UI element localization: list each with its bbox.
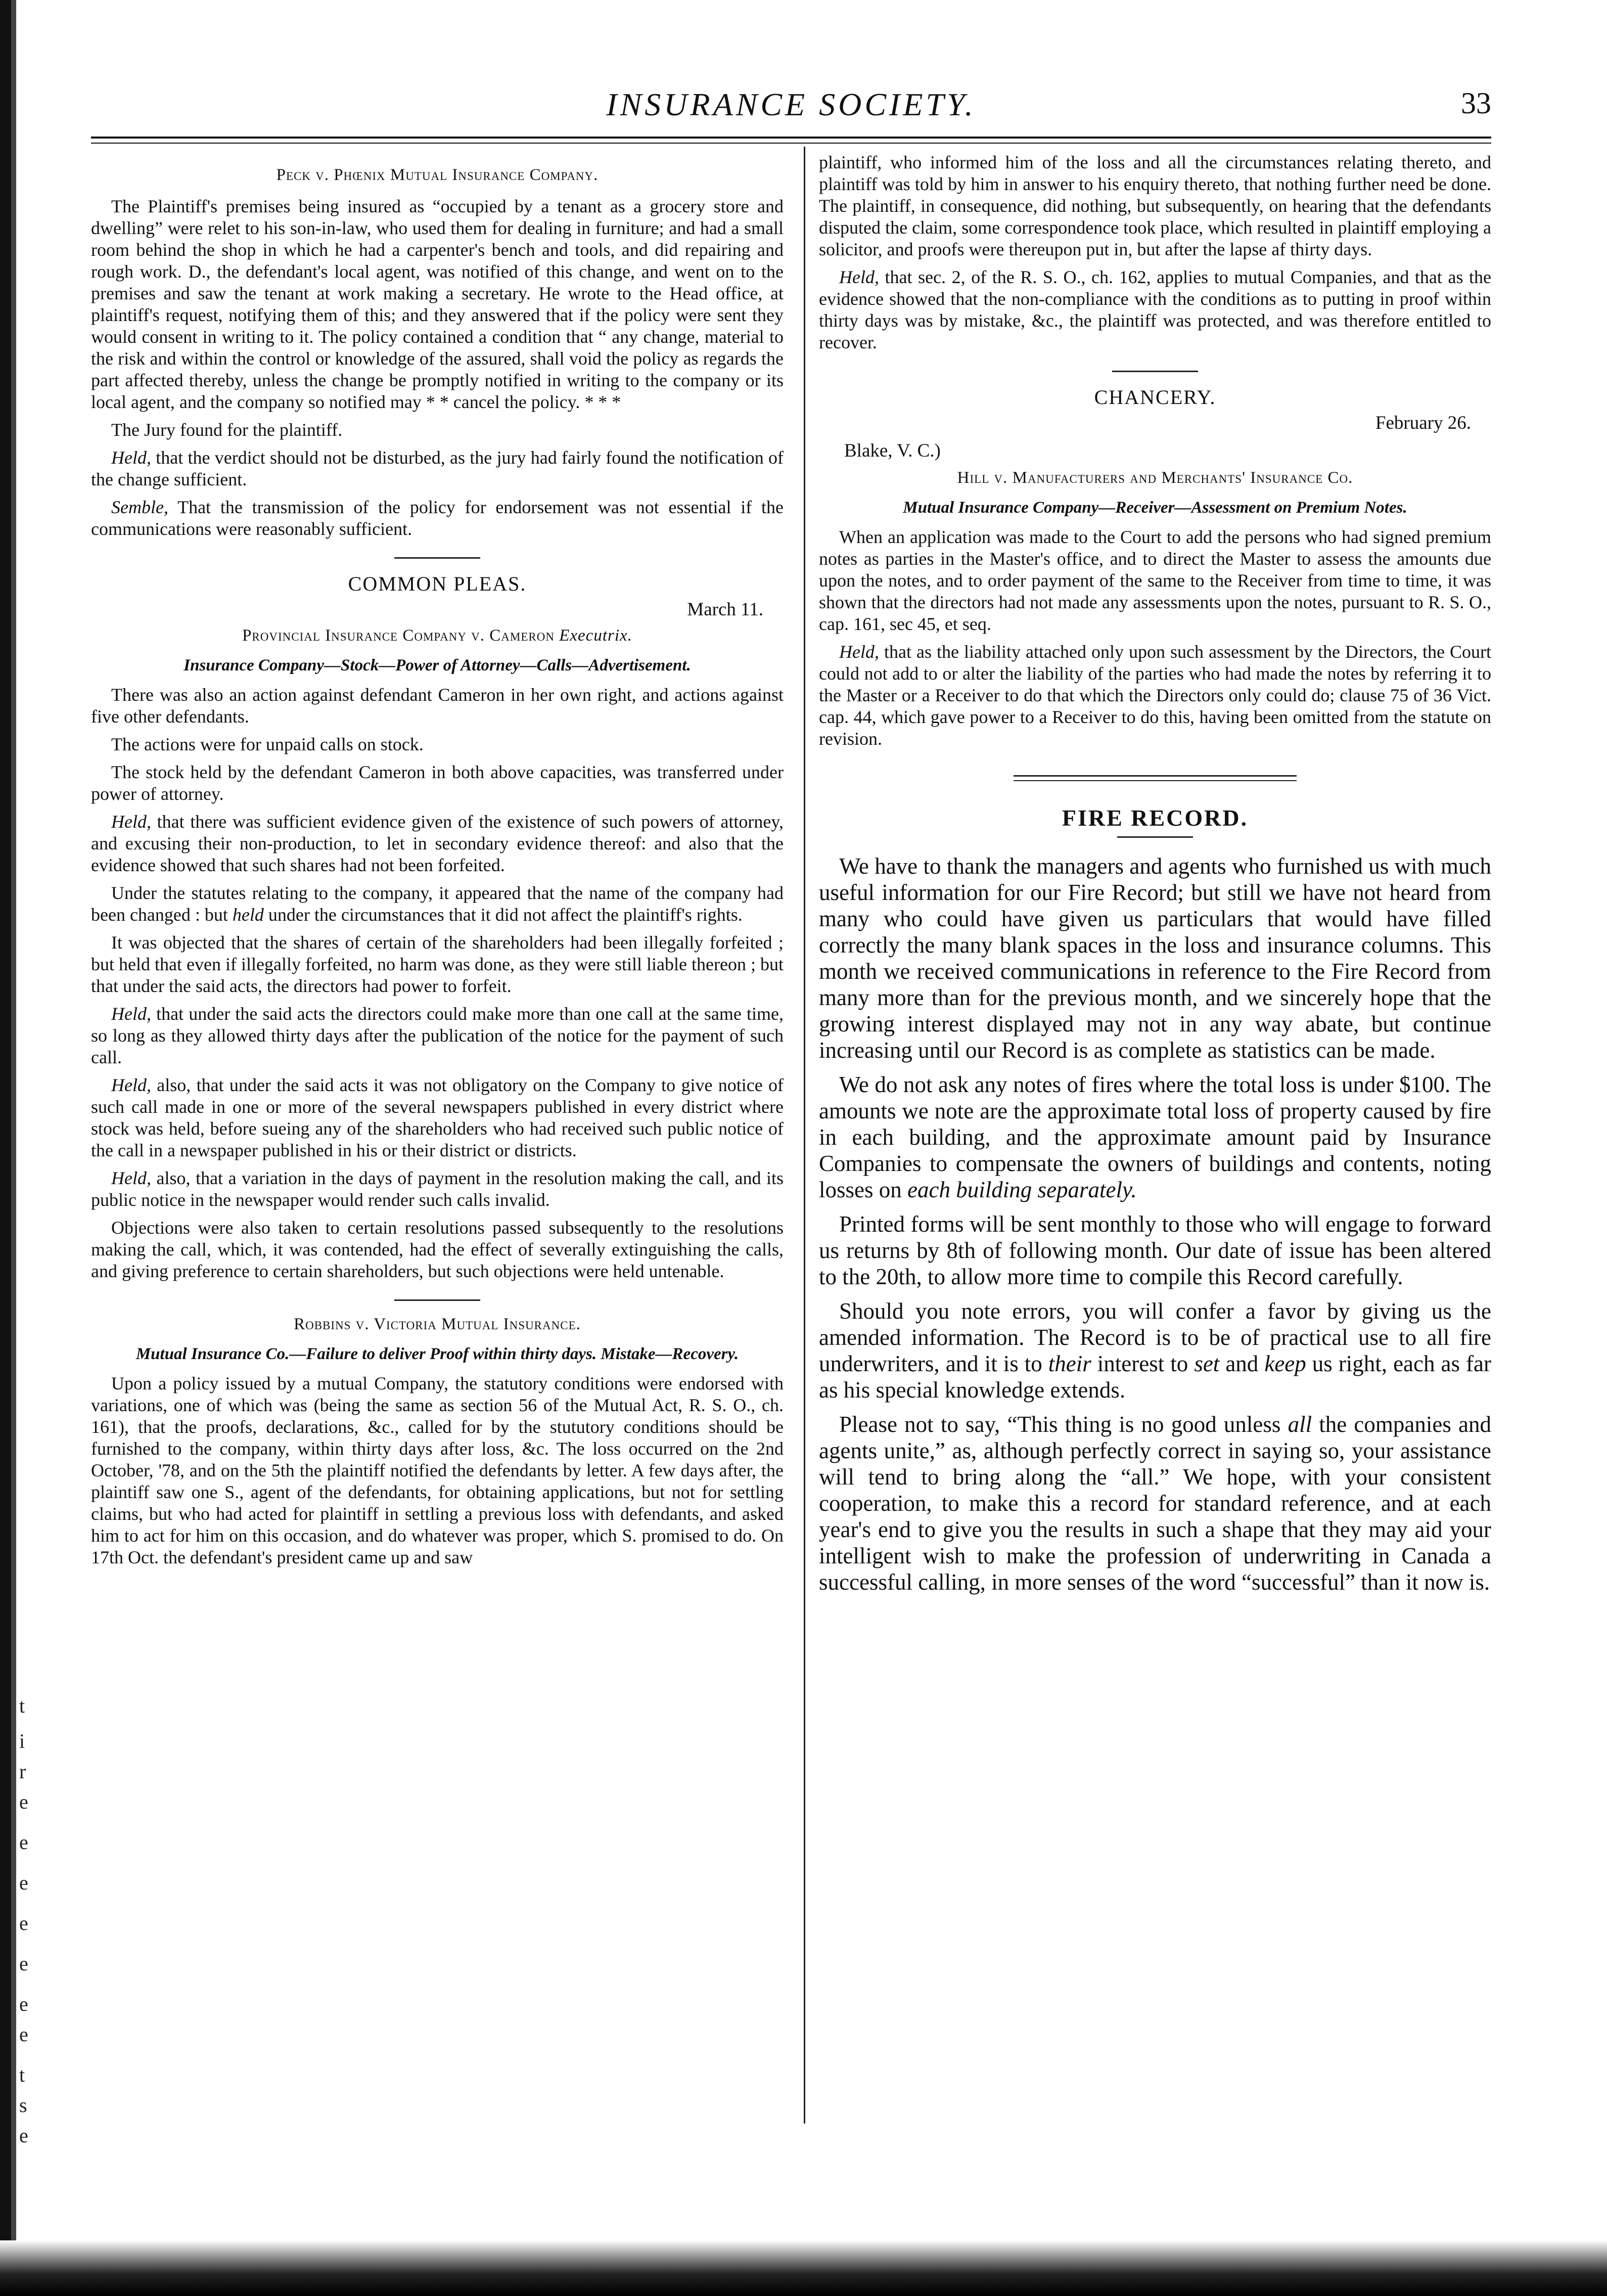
margin-bleed-through: e e e e t i r e e e t s e: [19, 1694, 28, 2147]
held-paragraph: Held, that the verdict should not be disturbed, as the jury had fairly found the notification of the change sufficient.: [91, 447, 784, 489]
paragraph: Printed forms will be sent monthly to those who will engage to forward us returns by 8th of following month. Our date of issue has been altered to the 20th, to allow more time to compile this Record carefully.: [819, 1211, 1491, 1289]
paragraph: There was also an action against defendant Cameron in her own right, and actions against five other defendants.: [91, 685, 784, 727]
column-divider: [804, 147, 805, 2124]
page-edge-bottom-shadow: [0, 2240, 1607, 2296]
right-column: [819, 152, 1491, 1603]
case-topic: Mutual Insurance Company—Receiver—Assessment on Premium Notes.: [903, 499, 1407, 517]
paragraph: Please not to say, “This thing is no good unless all the companies and agents unite,” as, although perfectly correct in saying so, your assistance will tend to bring along the “all.” We hope, with your consistent cooperation, to make this a record for standard reference, and at each year's end to give you the results in such a shape that they may aid your intelligent wish to make the profession of underwriting in Canada a successful calling, in more senses of the word “successful” than it now is.: [819, 1412, 1491, 1595]
paragraph: Upon a policy issued by a mutual Company, the statutory conditions were endorsed with variations, one of which was (being the same as section 56 of the Mutual Act, R. S. O., ch. 161), that the proofs, declarations, &c., called for by the stututory conditions should be furnished to the company, within thirty days after loss, &c. The loss occurred on the 2nd October, '78, and on the 5th the plaintiff notified the defendants by letter. A few days after, the plaintiff saw one S., agent of the defendants, for obtaining applications, but not for settling claims, but who had acted for plaintiff in settling a previous loss with defendants, and asked him to act for him on this occasion, and do whatever was proper, which S. promised to do. On 17th Oct. the defendant's president came up and saw: [91, 1373, 784, 1567]
date-line: February 26.: [1375, 413, 1471, 433]
section-heading-common-pleas: COMMON PLEAS.: [348, 572, 527, 595]
held-paragraph: Held, that under the said acts the directors could make more than one call at the same time, so long as they allowed thirty days after the publication of the notice for the payment of such call.: [91, 1004, 784, 1067]
judge-line: Blake, V. C.): [844, 440, 941, 461]
paragraph: Objections were also taken to certain resolutions passed subsequently to the resolutions making the call, which, it was contended, had the effect of severally extinguishing the calls, and giving preference to certain shareholders, but such objections were held untenable.: [91, 1218, 784, 1281]
running-title: INSURANCE SOCIETY.: [606, 86, 976, 122]
case-topic: Mutual Insurance Co.—Failure to deliver Proof within thirty days. Mistake—Recovery.: [135, 1345, 739, 1363]
held-paragraph: Held, also, that a variation in the days of payment in the resolution making the call, and its public notice in the newspaper would render such calls invalid.: [91, 1168, 784, 1210]
paragraph: It was objected that the shares of certain of the shareholders had been illegally forfeited ; but held that even if illegally forfeited, no harm was done, as they were still liable thereon ; but that under the said acts, the directors had power to forfeit.: [91, 932, 784, 996]
paragraph: The actions were for unpaid calls on stock.: [111, 734, 424, 754]
paragraph: We have to thank the managers and agents who furnished us with much useful information for our Fire Record; but still we have not heard from many who could have given us particulars that would have filled correctly the many blank spaces in the loss and insurance columns. This month we received communications in reference to the Fire Record from many more than for the previous month, and we sincerely hope that the growing interest displayed may not in any way abate, but continue increasing until our Record is as complete as statistics can be made.: [819, 853, 1491, 1063]
page-edge-shadow: [0, 0, 11, 2296]
section-rule: [1112, 371, 1198, 372]
left-column: [91, 152, 784, 1574]
page-number: 33: [1461, 86, 1491, 120]
case-title-robbins: Robbins v. Victoria Mutual Insurance.: [294, 1315, 581, 1333]
paragraph: Should you note errors, you will confer a favor by giving us the amended information. The Record is to be of practical use to all fire underwriters, and it is to their interest to set and keep us right, each as far as his special knowledge extends.: [819, 1298, 1491, 1403]
held-paragraph: Held, that sec. 2, of the R. S. O., ch. 162, applies to mutual Companies, and that as the evidence showed that the non-compliance with the conditions as to putting in proof within thirty days was by mistake, &c., the plaintiff was protected, and was therefore entitled to recover.: [819, 267, 1491, 352]
paragraph: The stock held by the defendant Cameron in both above capacities, was transferred under power of attorney.: [91, 762, 784, 804]
held-paragraph: Held, also, that under the said acts it was not obligatory on the Company to give notice of such call made in one or more of the several newspapers published in every district where stock was held, before sueing any of the shareholders who had received such public notice of the call in a newspaper published in his or their district or districts.: [91, 1075, 784, 1160]
fire-record-section: [819, 804, 1491, 1595]
semble-paragraph: Semble, That the transmission of the policy for endorsement was not essential if the communications were reasonably sufficient.: [91, 497, 784, 539]
section-rule: [394, 1299, 480, 1301]
date-line: March 11.: [687, 599, 763, 620]
held-paragraph: Held, that as the liability attached only upon such assessment by the Directors, the Court could not add to or alter the liability of the parties who had made the notes by referring it to the Master or a Receiver to do that which the Directors only could do; clause 75 of 36 Vict. cap. 44, which gave power to a Receiver to do this, having been omitted from the statute on revision.: [819, 642, 1491, 749]
section-heading-chancery: CHANCERY.: [1094, 386, 1216, 409]
page-edge-shadow-inner: [11, 0, 16, 2296]
paragraph: The Jury found for the plaintiff.: [111, 420, 343, 440]
paragraph: We do not ask any notes of fires where the total loss is under $100. The amounts we note are the approximate total loss of property caused by fire in each building, and the approximate amount paid by Insurance Companies to compensate the owners of buildings and contents, noting losses on each building separately.: [819, 1072, 1491, 1202]
paragraph: When an application was made to the Court to add the persons who had signed premium notes as parties in the Master's office, and to direct the Master to assess the amounts due upon the notes, and to order payment of the same to the Receiver from time to time, it was shown that the directors had not made any assessments upon the notes, pursuant to R. S. O., cap. 161, sec 45, et seq.: [819, 527, 1491, 634]
paragraph: The Plaintiff's premises being insured as “occupied by a tenant as a grocery store and dwelling” were relet to his son-in-law, who used them for dealing in furniture; and had a small room behind the shop in which he had a carpenter's bench and tools, and did repairing and rough work. D., the defendant's local agent, was notified of this change, and went on to the premises and saw the tenant at work making a secretary. He wrote to the Head office, at plaintiff's request, notifying them of this; and they answered that if the policy were sent they would consent in writing to it. The policy contained a condition that “ any change, material to the risk and within the control or knowledge of the assured, shall void the policy as regards the part affected thereby, unless the change be promptly notified in writing to the company or its local agent, and the company so notified may * * cancel the policy. * * *: [91, 196, 784, 412]
section-rule: [1117, 836, 1193, 838]
case-title-provincial: Provincial Insurance Company v. Cameron Executrix.: [242, 626, 632, 645]
case-title-hill: Hill v. Manufacturers and Merchants' Insurance Co.: [957, 469, 1353, 487]
held-paragraph: Held, that there was sufficient evidence given of the existence of such powers of attorney, and excusing their non-production, to let in secondary evidence thereof: and also that the evidence showed that such shares had not been forfeited.: [91, 812, 784, 875]
case-topic: Insurance Company—Stock—Power of Attorney—Calls—Advertisement.: [183, 656, 691, 674]
case-title-peck: Peck v. Phœnix Mutual Insurance Company.: [276, 166, 599, 184]
paragraph: Under the statutes relating to the company, it appeared that the name of the company had been changed : but held under the circumstances that it did not affect the plaintiff's rights.: [91, 883, 784, 925]
section-heading-fire-record: FIRE RECORD.: [1062, 805, 1249, 831]
section-rule: [394, 557, 480, 559]
page-header: [91, 76, 1491, 131]
header-rule: [91, 137, 1491, 144]
paragraph: plaintiff, who informed him of the loss and all the circumstances relating thereto, and plaintiff was told by him in answer to his enquiry thereto, that nothing further need be done. The plaintiff, in consequence, did nothing, but subsequently, on hearing that the defendants disputed the claim, some correspondence took place, which resulted in plaintiff employing a solicitor, and proofs were thereupon put in, but after the lapse af thirty days.: [819, 152, 1491, 259]
section-double-rule: [1014, 775, 1297, 781]
